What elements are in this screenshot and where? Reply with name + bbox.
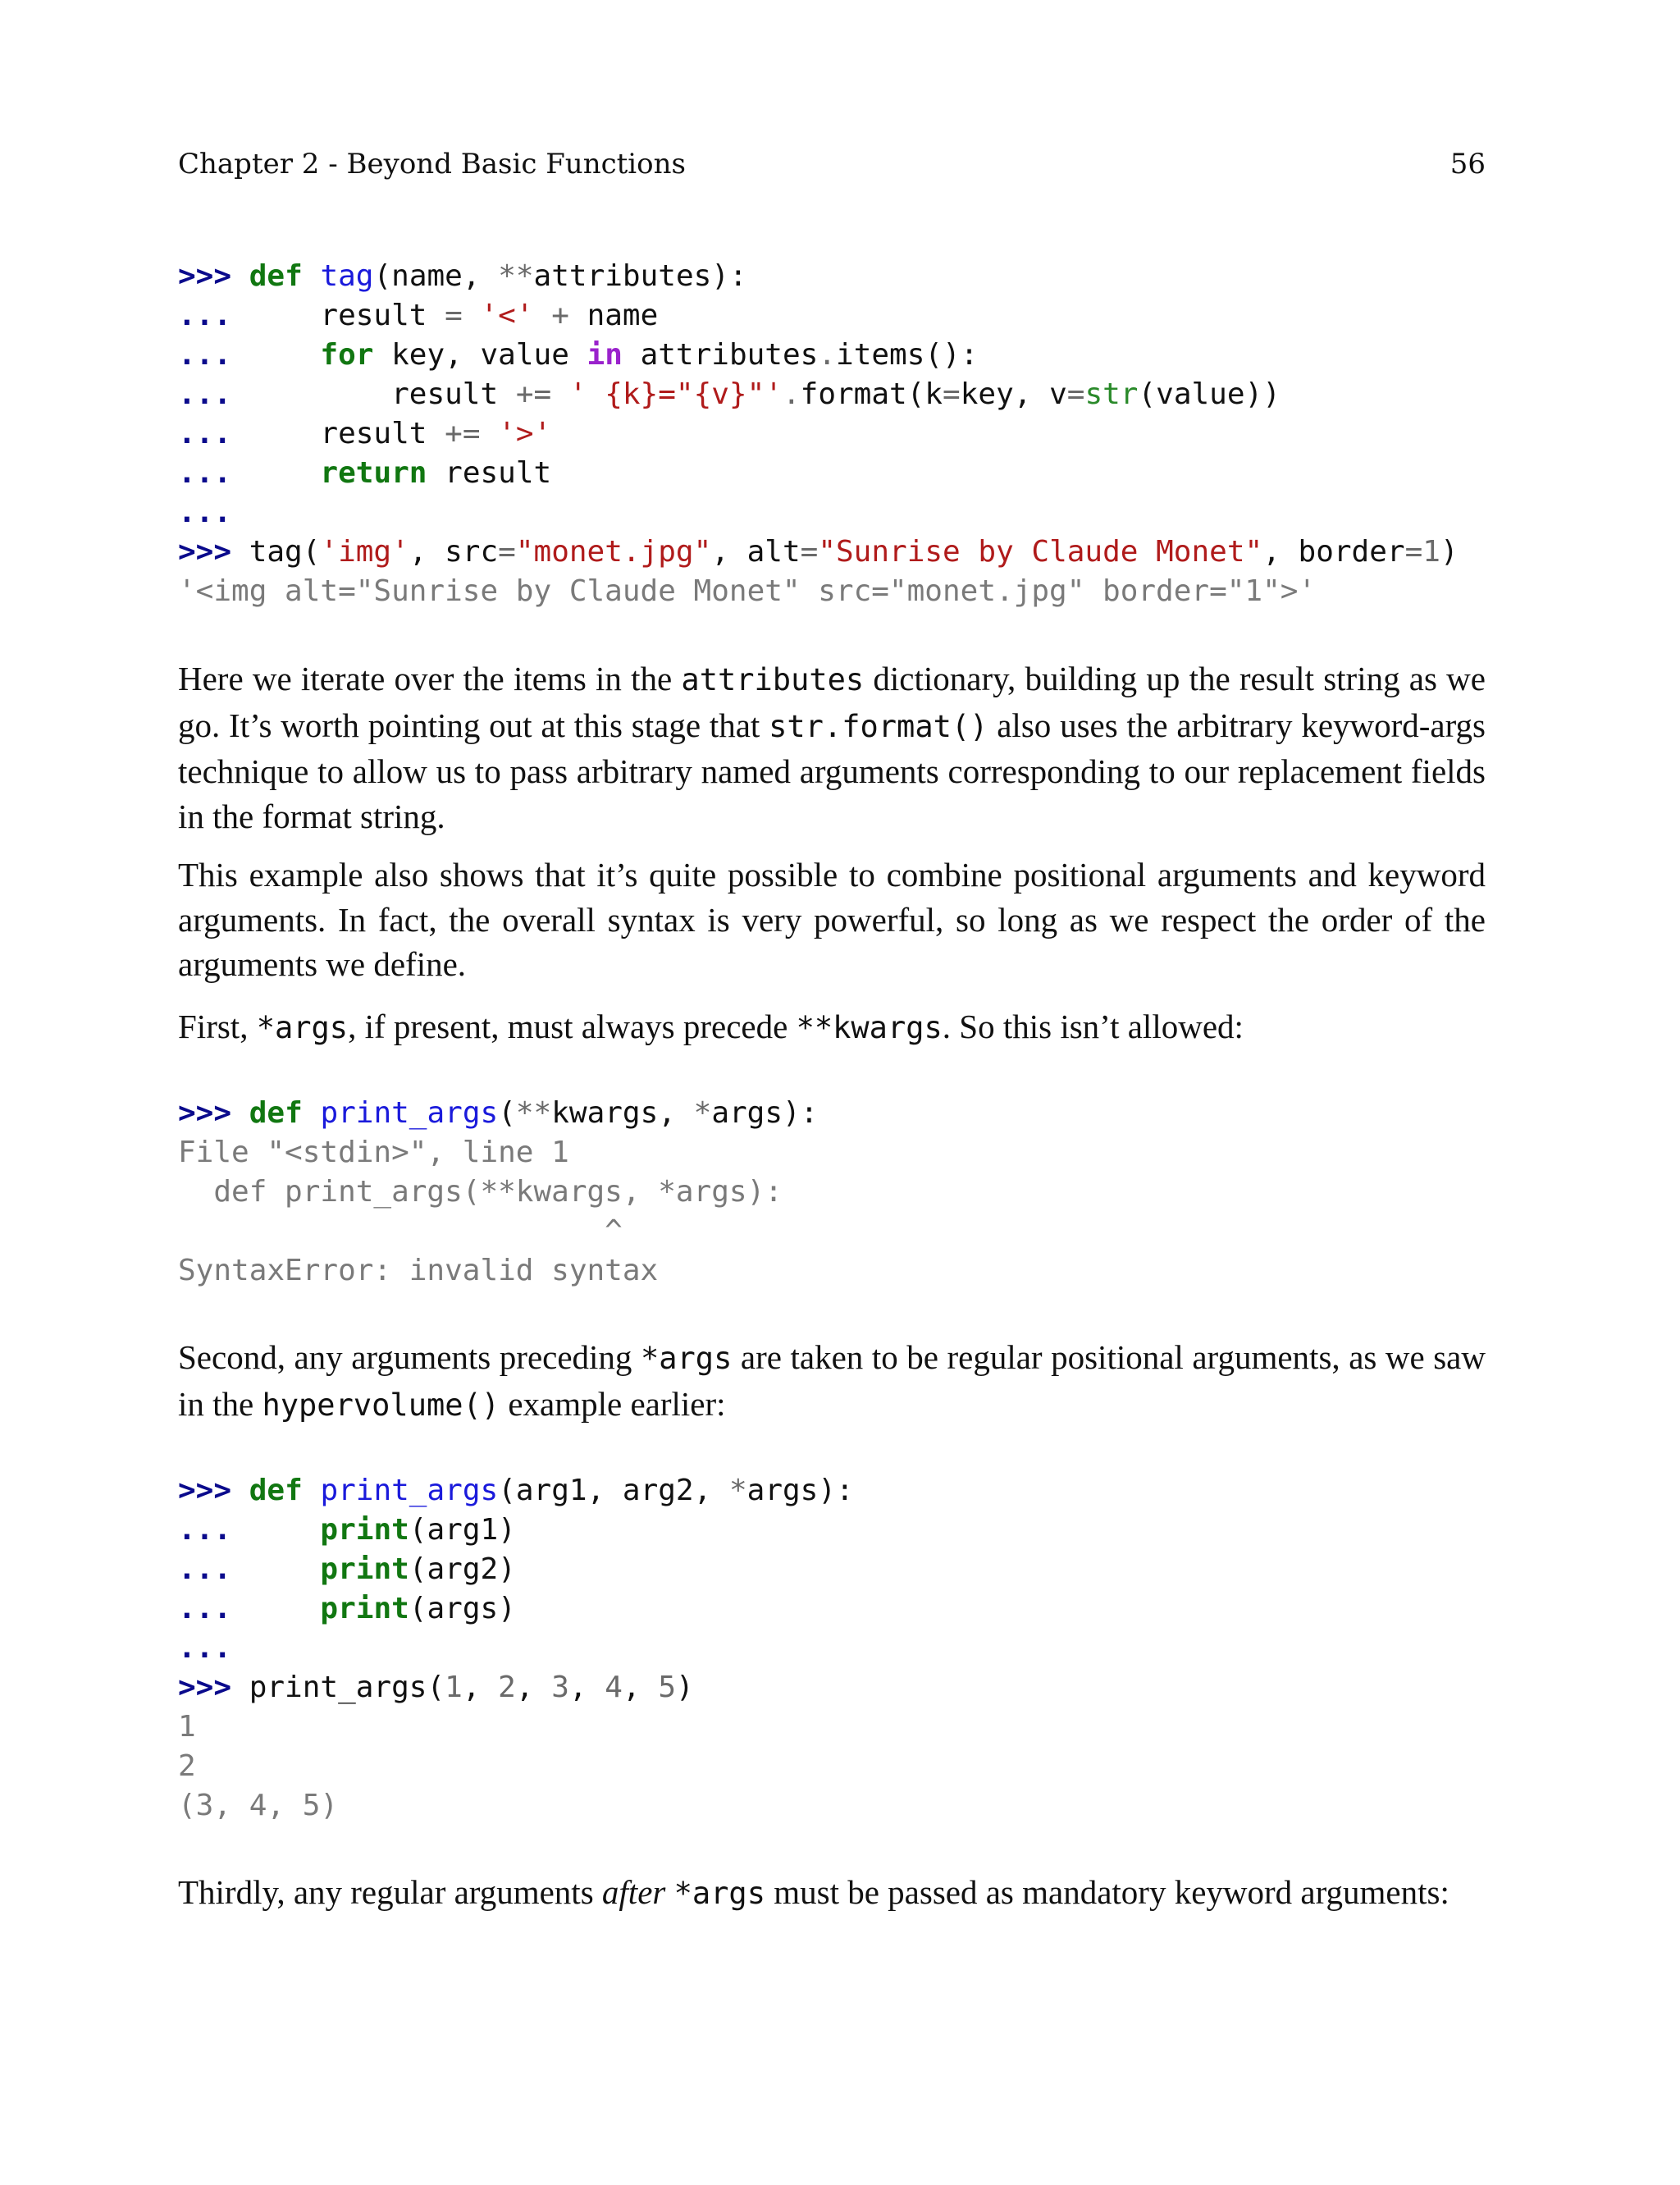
paragraph-combine-args: This example also shows that it’s quite possible to combine positional arguments and keyword arguments. In fact, the overall syntax is very powerful, so long as we respect the order of the arguments we define. xyxy=(178,856,1486,983)
code-output: File "<stdin>", line 1 xyxy=(178,1136,569,1169)
inline-code: *args xyxy=(256,1010,349,1045)
page-number: 56 xyxy=(1449,148,1486,181)
code-line: >>> def tag(name, **attributes): xyxy=(178,259,747,293)
code-line: ... xyxy=(178,1631,232,1665)
inline-code: *args xyxy=(673,1876,765,1911)
code-block-print-args xyxy=(178,1471,1486,1826)
inline-code: *args xyxy=(640,1341,733,1376)
code-output: 1 xyxy=(178,1710,196,1744)
code-output: 2 xyxy=(178,1749,196,1783)
code-output: '<img alt="Sunrise by Claude Monet" src="monet.jpg" border="1">' xyxy=(178,574,1317,608)
code-line: ... result += '>' xyxy=(178,417,552,450)
code-line: ... result = '<' + name xyxy=(178,299,659,332)
code-line: ... for key, value in attributes.items(): xyxy=(178,338,979,372)
code-output: SyntaxError: invalid syntax xyxy=(178,1254,659,1287)
code-line: >>> tag('img', src="monet.jpg", alt="Sunrise by Claude Monet", border=1) xyxy=(178,535,1459,569)
code-line: ... print(args) xyxy=(178,1592,516,1625)
code-line: ... print(arg1) xyxy=(178,1513,516,1547)
code-line: >>> print_args(1, 2, 3, 4, 5) xyxy=(178,1671,694,1704)
paragraph-third-rule: Thirdly, any regular arguments after *args must be passed as mandatory keyword arguments: xyxy=(178,1873,1449,1911)
code-line: >>> def print_args(arg1, arg2, *args): xyxy=(178,1474,854,1507)
paragraph-first-rule: First, *args, if present, must always precede **kwargs. So this isn’t allowed: xyxy=(178,1008,1244,1045)
paragraph-second-rule: Second, any arguments preceding *args are taken to be regular positional arguments, as we saw in the hypervolume() example earlier: xyxy=(178,1338,1486,1423)
code-line: ... result += ' {k}="{v}"'.format(k=key, v=str(value)) xyxy=(178,377,1281,411)
code-block-tag xyxy=(178,257,1486,611)
running-header xyxy=(178,144,1486,184)
inline-code: **kwargs xyxy=(796,1010,943,1045)
code-line: ... xyxy=(178,496,232,529)
chapter-title: Chapter 2 - Beyond Basic Functions xyxy=(178,148,686,181)
code-output: (3, 4, 5) xyxy=(178,1789,339,1822)
inline-code: attributes xyxy=(681,662,865,697)
code-output: ^ xyxy=(178,1214,623,1248)
code-line: ... return result xyxy=(178,456,552,490)
code-line: >>> def print_args(**kwargs, *args): xyxy=(178,1096,819,1130)
code-line: ... print(arg2) xyxy=(178,1552,516,1586)
code-block-syntax-error xyxy=(178,1094,1486,1291)
code-output: def print_args(**kwargs, *args): xyxy=(178,1175,783,1209)
paragraph-attributes: Here we iterate over the items in the attributes dictionary, building up the result string as we go. It’s worth pointing out at this stage that str.format() also uses the arbitrary keyword-args technique to allow us to pass arbitrary named arguments corresponding to our replacement fields in the format string. xyxy=(178,660,1486,835)
inline-code: hypervolume() xyxy=(262,1387,500,1423)
inline-code: str.format() xyxy=(769,708,988,744)
